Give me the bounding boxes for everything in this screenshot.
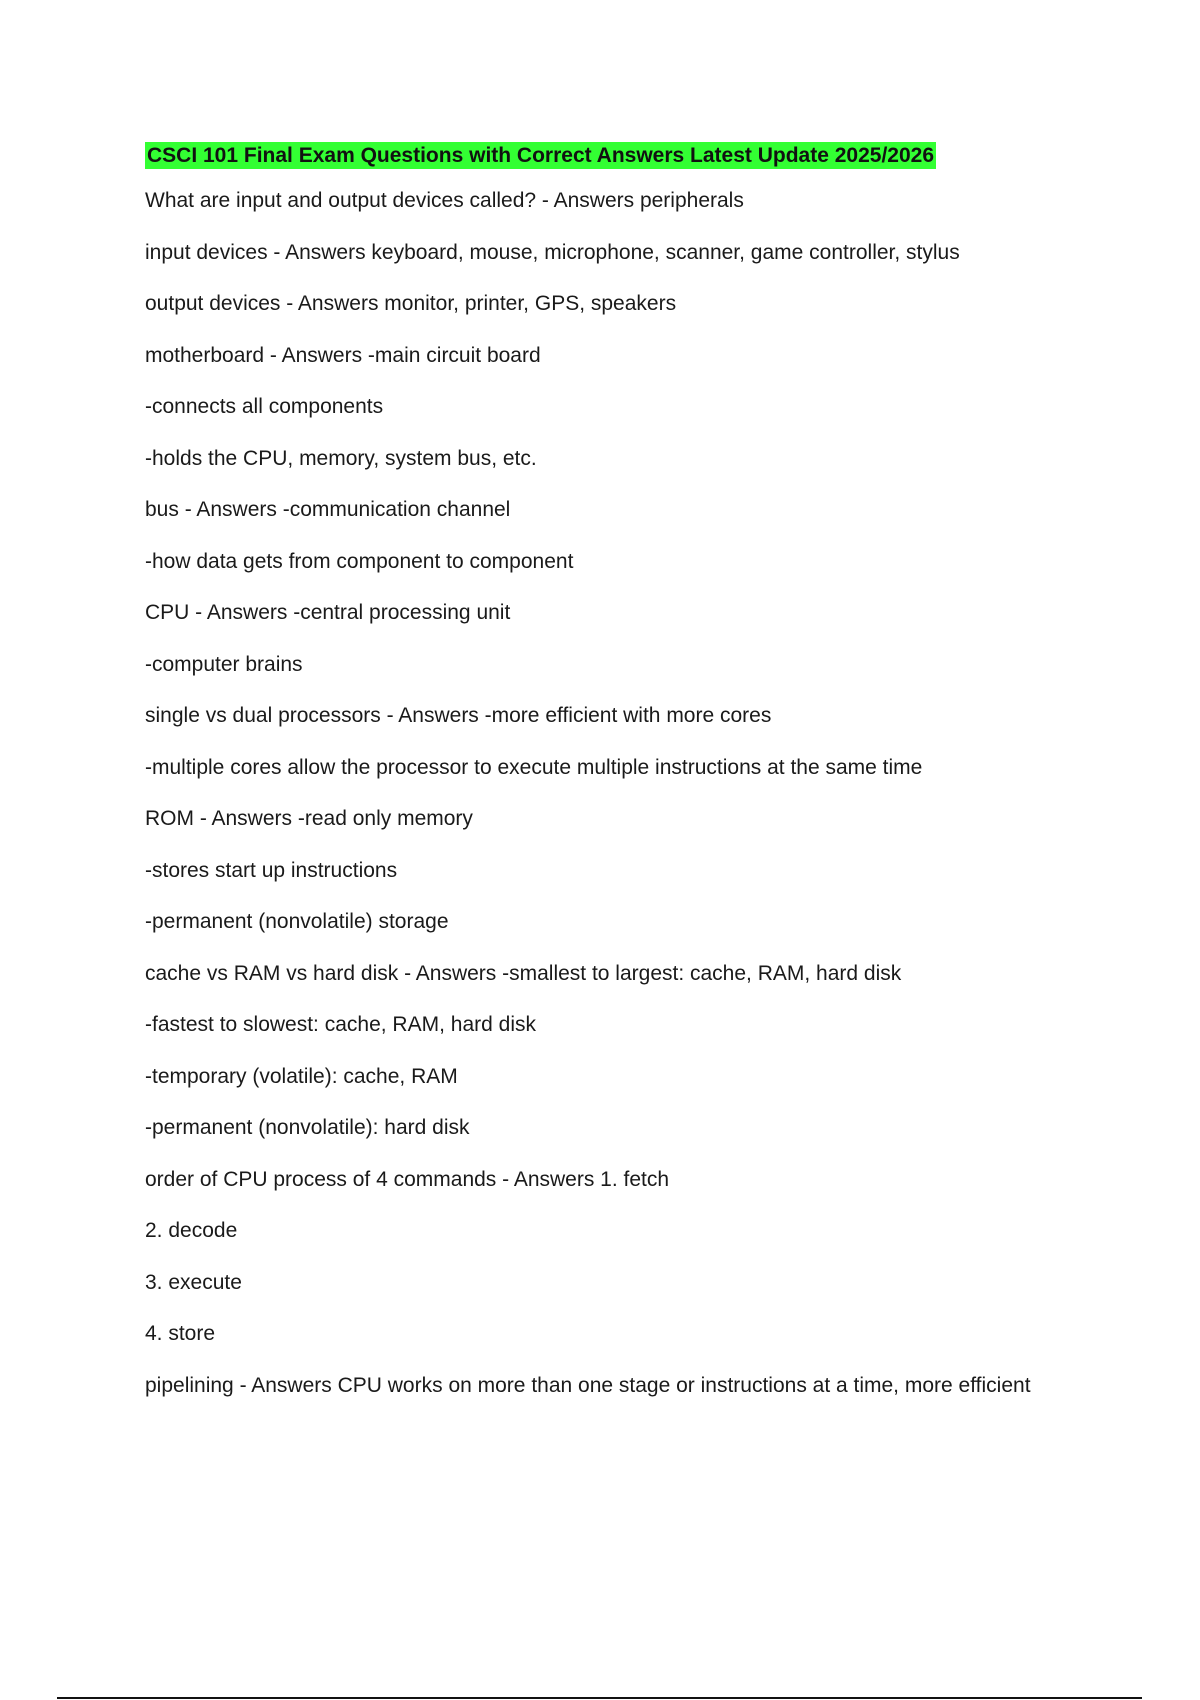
text-line: bus - Answers -communication channel <box>145 498 511 521</box>
text-line: -multiple cores allow the processor to execute multiple instructions at the same time <box>145 755 923 779</box>
text-line: -fastest to slowest: cache, RAM, hard disk <box>145 1013 536 1036</box>
text-line: -temporary (volatile): cache, RAM <box>145 1064 458 1088</box>
text-line: -connects all components <box>145 395 384 418</box>
text-line: -holds the CPU, memory, system bus, etc. <box>145 446 537 470</box>
text-line: -stores start up instructions <box>145 858 398 882</box>
text-line: motherboard - Answers -main circuit board <box>145 343 541 367</box>
text-line: -permanent (nonvolatile) storage <box>145 910 449 933</box>
text-line: single vs dual processors - Answers -more efficient with more cores <box>145 704 772 727</box>
text-line: order of CPU process of 4 commands - Answers 1. fetch <box>145 1167 670 1191</box>
text-line: 2. decode <box>145 1219 238 1242</box>
text-line: -how data gets from component to component <box>145 549 574 573</box>
footer-divider <box>57 1697 1142 1699</box>
text-line: 3. execute <box>145 1270 242 1294</box>
text-line: cache vs RAM vs hard disk - Answers -smallest to largest: cache, RAM, hard disk <box>145 961 902 985</box>
text-line: ROM - Answers -read only memory <box>145 807 473 830</box>
document-body <box>145 142 1145 1423</box>
text-line: output devices - Answers monitor, printer, GPS, speakers <box>145 292 677 315</box>
text-line: pipelining - Answers CPU works on more than one stage or instructions at a time, more efficient <box>145 1373 1031 1397</box>
text-line: -computer brains <box>145 652 303 676</box>
text-line: -permanent (nonvolatile): hard disk <box>145 1116 470 1139</box>
text-line: 4. store <box>145 1322 216 1345</box>
text-line: input devices - Answers keyboard, mouse, microphone, scanner, game controller, stylus <box>145 240 960 264</box>
text-line: What are input and output devices called? - Answers peripherals <box>145 189 744 212</box>
document-title: CSCI 101 Final Exam Questions with Correct Answers Latest Update 2025/2026 <box>147 144 935 167</box>
text-line: CPU - Answers -central processing unit <box>145 601 511 624</box>
